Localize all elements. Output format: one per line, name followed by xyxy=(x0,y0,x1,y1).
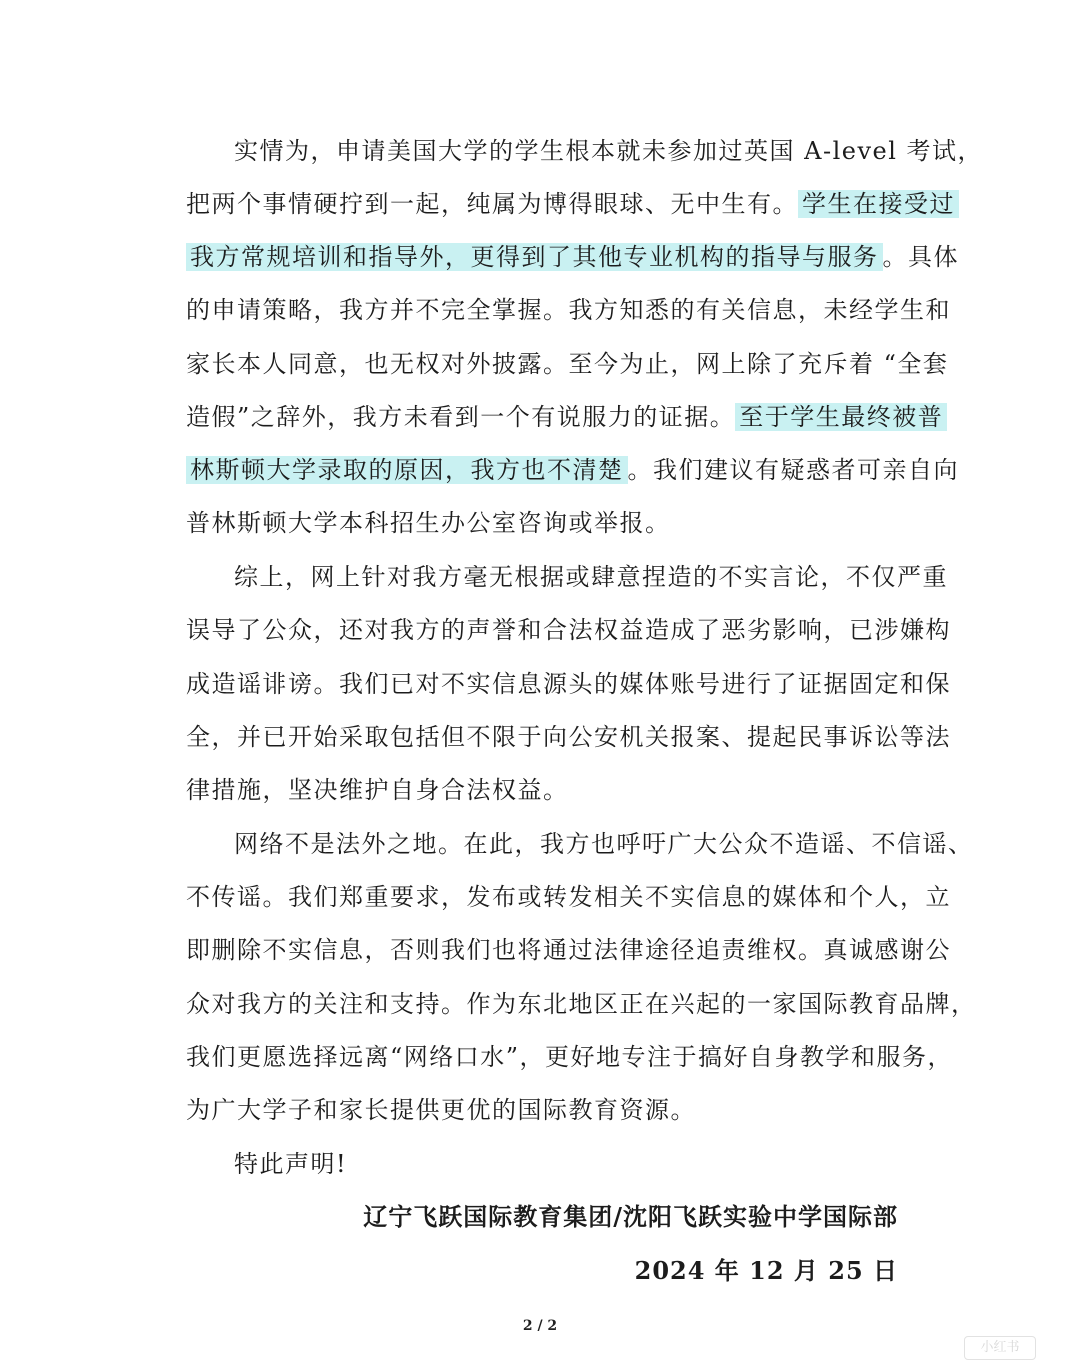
signature-organization: 辽宁飞跃国际教育集团/沈阳飞跃实验中学国际部 xyxy=(363,1202,898,1231)
text-line xyxy=(186,237,959,277)
text-line: 网络不是法外之地。在此，我方也呼吁广大公众不造谣、不信谣、 xyxy=(234,830,974,858)
closing-text: 特此声明! xyxy=(234,1150,348,1178)
text-line: 的申请策略，我方并不完全掌握。我方知悉的有关信息，未经学生和 xyxy=(186,296,951,324)
text-line: 普林斯顿大学本科招生办公室咨询或举报。 xyxy=(186,509,671,537)
text-line: 律措施，坚决维护自身合法权益。 xyxy=(186,776,569,804)
text-segment: 把两个事情硬拧到一起，纯属为博得眼球、无中生有。 xyxy=(186,190,798,218)
text-line: 综上，网上针对我方毫无根据或肆意捏造的不实言论，不仅严重 xyxy=(234,563,948,591)
text-line xyxy=(186,450,959,490)
text-line: 我们更愿选择远离“网络口水”，更好地专注于搞好自身教学和服务， xyxy=(186,1043,954,1071)
watermark-logo: 小红书 xyxy=(964,1336,1036,1360)
text-line: 误导了公众，还对我方的声誉和合法权益造成了恶劣影响，已涉嫌构 xyxy=(186,616,951,644)
text-line: 实情为，申请美国大学的学生根本就未参加过英国 A-level 考试， xyxy=(234,137,984,165)
text-segment: 造假”之辞外，我方未看到一个有说服力的证据。 xyxy=(186,403,736,431)
highlighted-text: 学生在接受过 xyxy=(798,190,959,218)
text-line xyxy=(186,184,959,224)
highlighted-text: 我方常规培训和指导外，更得到了其他专业机构的指导与服务 xyxy=(186,243,883,271)
page-number: 2 / 2 xyxy=(522,1318,558,1334)
text-line: 众对我方的关注和支持。作为东北地区正在兴起的一家国际教育品牌， xyxy=(186,990,977,1018)
highlighted-text: 林斯顿大学录取的原因，我方也不清楚 xyxy=(186,456,628,484)
highlighted-text: 至于学生最终被普 xyxy=(735,403,947,431)
text-line: 全，并已开始采取包括但不限于向公安机关报案、提起民事诉讼等法 xyxy=(186,723,951,751)
text-line: 为广大学子和家长提供更优的国际教育资源。 xyxy=(186,1096,696,1124)
text-line xyxy=(186,397,947,437)
text-line: 不传谣。我们郑重要求，发布或转发相关不实信息的媒体和个人，立 xyxy=(186,883,951,911)
text-segment: 。我们建议有疑惑者可亲自向 xyxy=(627,456,959,484)
text-line: 即删除不实信息，否则我们也将通过法律途径追责维权。真诚感谢公 xyxy=(186,936,951,964)
text-line: 家长本人同意，也无权对外披露。至今为止，网上除了充斥着 “全套 xyxy=(186,350,949,378)
text-line: 成造谣诽谤。我们已对不实信息源头的媒体账号进行了证据固定和保 xyxy=(186,670,951,698)
text-segment: 。具体 xyxy=(882,243,959,271)
signature-date: 2024 年 12 月 25 日 xyxy=(634,1256,898,1285)
